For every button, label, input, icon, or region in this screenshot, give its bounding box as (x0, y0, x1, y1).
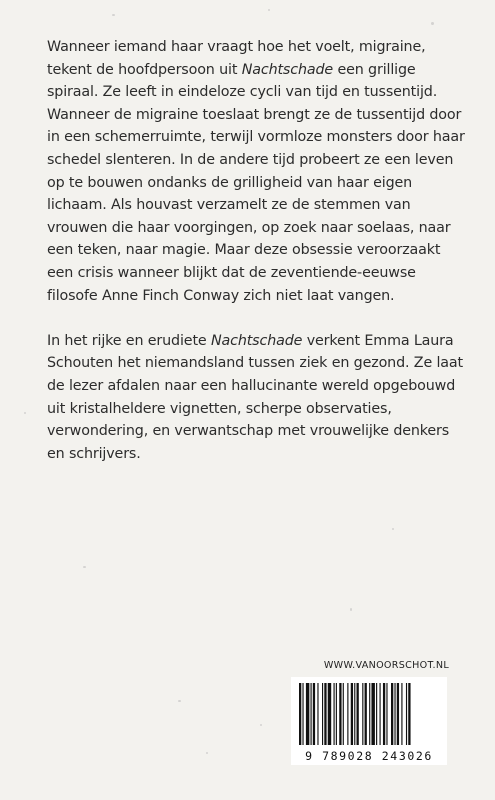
barcode-bar (347, 683, 348, 745)
barcode-bar (406, 683, 407, 745)
barcode-bar (351, 683, 353, 745)
paper-speckle (206, 752, 208, 754)
barcode-bar (311, 683, 312, 745)
barcode-bar (408, 683, 410, 745)
paper-speckle (350, 608, 352, 611)
paper-speckle (178, 700, 181, 702)
barcode-bar (313, 683, 315, 745)
barcode-bar (328, 683, 331, 745)
barcode-bar (317, 683, 318, 745)
blurb-text-run: Wanneer iemand haar vraagt hoe het voelt, migraine, tekent de hoofdpersoon uit (47, 39, 426, 78)
barcode-bar (357, 683, 359, 745)
book-title-italic: Nachtschade (210, 332, 303, 349)
barcode-bar (339, 683, 341, 745)
barcode-bar (322, 683, 323, 745)
barcode-bar (369, 683, 370, 745)
barcode-bar (391, 683, 393, 745)
barcode-bar (362, 683, 363, 745)
barcode-bar (371, 683, 374, 745)
barcode-bar (334, 683, 335, 745)
paper-speckle (268, 9, 270, 11)
barcode-bar (386, 683, 387, 745)
barcode-bar (299, 683, 301, 745)
isbn-barcode (291, 677, 447, 765)
barcode-bar (302, 683, 303, 745)
barcode-bars (299, 683, 439, 745)
isbn-digits: 9 789028 243026 (305, 749, 433, 763)
blurb-text-run: verkent Emma Laura Schouten het niemandsland tussen ziek en gezond. Ze laat de lezer afdalen naar een hallucinante wereld opgebouwd uit kristalheldere vignetten, scherpe observaties, verwondering, en verwantschap met vrouwelijke denkers en schrijvers. (47, 332, 463, 462)
barcode-bar (336, 683, 337, 745)
barcode-bar (394, 683, 395, 745)
barcode-bar (383, 683, 385, 745)
blurb-text (47, 36, 467, 465)
barcode-bar (376, 683, 377, 745)
publisher-website[interactable]: WWW.VANOORSCHOT.NL (323, 660, 449, 671)
paper-speckle (260, 724, 262, 726)
blurb-text-run: In het rijke en erudiete (47, 332, 211, 349)
barcode-bar (397, 683, 399, 745)
blurb-paragraph-2 (47, 330, 467, 466)
barcode-bar (306, 683, 309, 745)
barcode-block (291, 660, 449, 765)
barcode-bar (380, 683, 381, 745)
paper-speckle (83, 566, 86, 568)
blurb-paragraph-1 (47, 36, 467, 307)
paper-speckle (112, 14, 115, 16)
book-title-italic: Nachtschade (241, 61, 334, 78)
paper-speckle (431, 22, 434, 25)
blurb-text-run: een grillige spiraal. Ze leeft in eindeloze cycli van tijd en tussentijd. Wanneer de migraine toeslaat brengt ze de tussentijd door in een schemerruimte, terwijl vormloze monsters door haar schedel slenteren. In de andere tijd probeert ze een leven op te bouwen ondanks de grilligheid van haar eigen lichaam. Als houvast verzamelt ze de stemmen van vrouwen die haar voorgingen, op zoek naar soelaas, naar een teken, naar magie. Maar deze obsessie veroorzaakt een crisis wanneer blijkt dat de zeventiende-eeuwse filosofe Anne Finch Conway zich niet laat vangen. (47, 61, 465, 304)
barcode-bar (365, 683, 367, 745)
barcode-bar (343, 683, 344, 745)
paper-speckle (392, 528, 394, 530)
barcode-bar (354, 683, 355, 745)
barcode-bar (401, 683, 402, 745)
paper-speckle (24, 412, 26, 414)
barcode-bar (324, 683, 326, 745)
